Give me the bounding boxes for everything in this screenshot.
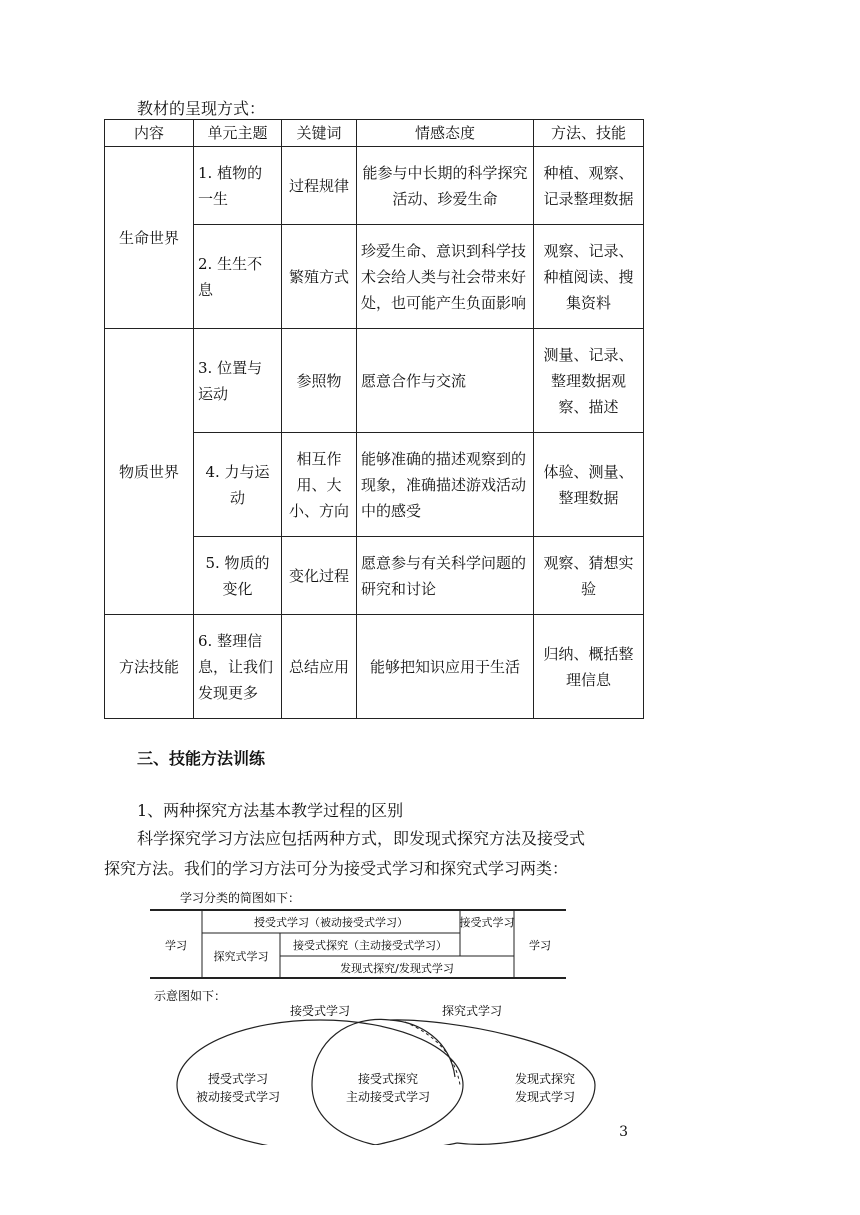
intro-text: 教材的呈现方式：	[137, 99, 266, 118]
venn-mid-line2: 主动接受式学习	[345, 1090, 431, 1104]
keyword-cell: 总结应用	[282, 615, 357, 719]
header-theme: 单元主题	[194, 120, 282, 147]
method-cell: 观察、猜想实验	[534, 537, 644, 615]
content-cell: 方法技能	[105, 615, 194, 719]
theme-cell: 6. 整理信息，让我们发现更多	[194, 615, 282, 719]
table-row	[105, 615, 644, 719]
venn-mid-line1: 接受式探究	[357, 1072, 419, 1086]
table-row	[105, 329, 644, 433]
keyword-cell: 变化过程	[282, 537, 357, 615]
method-cell: 体验、测量、整理数据	[534, 433, 644, 537]
attitude-cell: 愿意参与有关科学问题的研究和讨论	[357, 537, 534, 615]
attitude-cell: 能够把知识应用于生活	[357, 615, 534, 719]
figure1-row2-mid: 接受式探究（主动接受式学习）	[293, 939, 447, 952]
figure1-row3: 发现式探究/发现式学习	[340, 962, 454, 975]
content-cell: 物质世界	[105, 329, 194, 615]
method-cell: 观察、记录、种植阅读、搜集资料	[534, 225, 644, 329]
venn-right-line1: 发现式探究	[514, 1072, 576, 1086]
figure1-right-box-label: 接受式学习	[459, 916, 515, 929]
method-cell: 种植、观察、记录整理数据	[534, 147, 644, 225]
venn-left-label: 接受式学习	[290, 1004, 351, 1018]
figure1-left-label: 学习	[165, 939, 187, 952]
attitude-cell: 珍爱生命、意识到科学技术会给人类与社会带来好处，也可能产生负面影响	[357, 225, 534, 329]
figure1-caption: 学习分类的简图如下：	[180, 891, 301, 905]
header-content: 内容	[105, 120, 194, 147]
figure1-row2-left: 探究式学习	[213, 950, 269, 963]
attitude-cell: 能够准确的描述观察到的现象，准确描述游戏活动中的感受	[357, 433, 534, 537]
section-heading: 三、技能方法训练	[137, 749, 266, 768]
theme-cell: 5. 物质的变化	[194, 537, 282, 615]
figure1-right-label: 学习	[529, 939, 551, 952]
method-cell: 归纳、概括整理信息	[534, 615, 644, 719]
theme-cell: 1. 植物的一生	[194, 147, 282, 225]
header-attitude: 情感态度	[357, 120, 534, 147]
classification-figure	[150, 888, 570, 988]
keyword-cell: 参照物	[282, 329, 357, 433]
venn-figure	[150, 985, 600, 1145]
table-row	[105, 147, 644, 225]
header-keyword: 关键词	[282, 120, 357, 147]
keyword-cell: 相互作用、大小、方向	[282, 433, 357, 537]
teaching-material-table	[104, 119, 644, 719]
attitude-cell: 愿意合作与交流	[357, 329, 534, 433]
table-header-row	[105, 120, 644, 147]
figure1-row1: 授受式学习（被动接受式学习）	[254, 916, 408, 929]
paragraph-line: 科学探究学习方法应包括两种方式，即发现式探究方法及接受式	[137, 829, 586, 848]
keyword-cell: 繁殖方式	[282, 225, 357, 329]
page-number: 3	[619, 1124, 628, 1140]
method-cell: 测量、记录、整理数据观察、描述	[534, 329, 644, 433]
theme-cell: 3. 位置与运动	[194, 329, 282, 433]
venn-right-label: 探究式学习	[442, 1004, 503, 1018]
figure2-caption: 示意图如下：	[154, 989, 227, 1003]
content-cell: 生命世界	[105, 147, 194, 329]
attitude-cell: 能参与中长期的科学探究活动、珍爱生命	[357, 147, 534, 225]
venn-left-line2: 被动接受式学习	[195, 1090, 281, 1104]
venn-left-line1: 授受式学习	[207, 1072, 269, 1086]
venn-right-line2: 发现式学习	[514, 1090, 576, 1104]
theme-cell: 2. 生生不息	[194, 225, 282, 329]
header-method: 方法、技能	[534, 120, 644, 147]
paragraph-line: 探究方法。我们的学习方法可分为接受式学习和探究式学习两类：	[104, 859, 569, 878]
theme-cell: 4. 力与运动	[194, 433, 282, 537]
keyword-cell: 过程规律	[282, 147, 357, 225]
subsection-heading: 1、两种探究方法基本教学过程的区别	[137, 801, 404, 820]
